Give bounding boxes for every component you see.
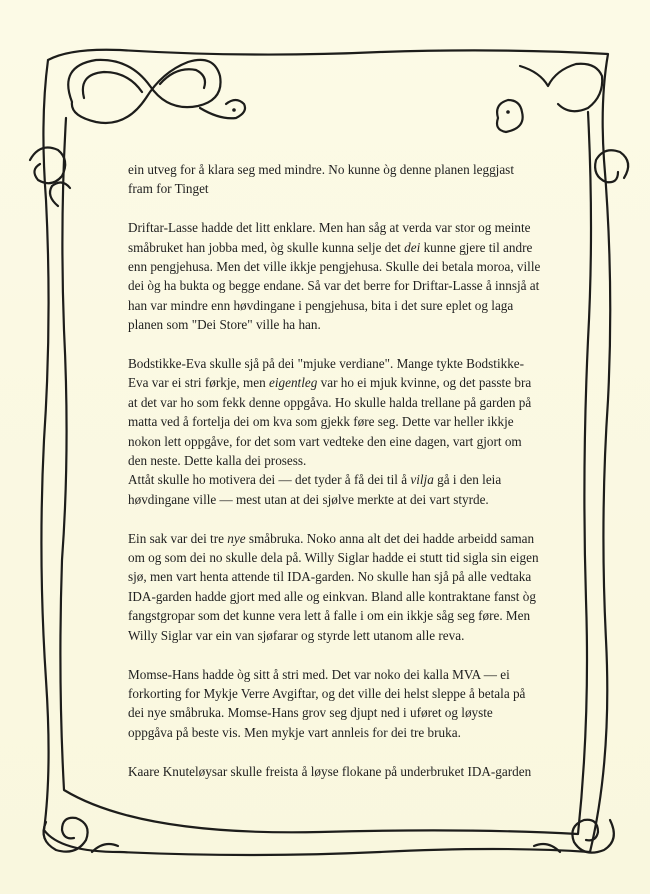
italic-word: vilja (410, 472, 434, 488)
text-run: småbruka. Noko anna alt det dei hadde arbeidd saman (245, 530, 535, 546)
text-line (128, 451, 528, 470)
text-run: ein utveg for å klara seg med mindre. No kunne òg denne planen leggjast (128, 162, 514, 177)
text-line (128, 238, 533, 257)
text-run: Willy Siglar var ein van sjøfarar og styrde lett utanom alle reva. (128, 627, 465, 643)
text-line (128, 762, 532, 781)
text-run: Ein sak var dei tre (128, 530, 228, 546)
text-line (128, 276, 540, 295)
text-line (128, 567, 532, 586)
text-run: Bodstikke-Eva skulle sjå på dei "mjuke verdiane". Mange tykte Bodstikke- (128, 356, 525, 372)
text-run: Eva var ei stri førkje, men (128, 375, 269, 391)
text-run: nokon lett oppgåve, for det som vart vedteke den eine dagen, vart gjort om (128, 433, 522, 449)
text-run: matta ved å fortelja dei om kva som gjekk føre seg. Dette var heller ikkje (128, 414, 514, 430)
text-line (128, 354, 528, 373)
text-line (128, 529, 535, 548)
text-run: oppgåva på beste vis. Men mykje vart annleis for dei tre bruka. (128, 724, 461, 740)
paragraph (128, 762, 532, 781)
text-run: Driftar-Lasse hadde det litt enklare. Men han såg at verda var stor og meinte (128, 220, 531, 236)
text-run: om og som dei no skulle dela på. Willy Siglar hadde ei stutt tid sigla sin eigen (128, 550, 539, 566)
text-line (128, 218, 531, 237)
paragraph (128, 354, 532, 470)
text-line (128, 548, 539, 567)
text-run: småbruket han jobba med, òg skulle kunna selje det (128, 239, 405, 255)
document-body (128, 160, 541, 800)
text-run: han var mindre enn høvdingane i pengjehusa, bita i det sure eplet og laga (128, 297, 514, 313)
text-line (128, 393, 532, 412)
text-run: sjø, men vart henta attende til IDA-garden. No skulle han sjå på alle vedtaka (128, 569, 532, 585)
paragraph (128, 470, 528, 509)
text-run: kunne gjere til andre (420, 239, 533, 255)
text-run: Kaare Knuteløysar skulle freista å løyse flokane på underbruket IDA-garden (128, 763, 532, 779)
text-run: fangstgropar som det kunne vera lett å falle i om ein ikkje såg seg føre. Men (128, 608, 531, 624)
text-line (128, 703, 528, 722)
paragraph (128, 665, 528, 743)
text-run: høvdingane ville — mest utan at dei sjølve merkte at dei vart styrde. (128, 491, 489, 507)
text-run: dei òg ha bukta og begge endane. Så var det berre for Driftar-Lasse å innsjå at (128, 278, 540, 294)
italic-word: dei (404, 239, 421, 255)
text-run: var ho ei mjuk kvinne, og det passte bra (317, 375, 532, 391)
text-line (128, 179, 528, 198)
text-line (128, 296, 528, 315)
text-line (128, 412, 528, 431)
text-line (128, 490, 528, 509)
paragraph (128, 529, 539, 645)
text-line (128, 606, 531, 625)
text-line (128, 587, 536, 606)
text-run: fram for Tinget (128, 181, 209, 197)
text-line (128, 257, 541, 276)
text-line (128, 315, 528, 334)
text-line (128, 665, 528, 684)
italic-word: nye (227, 530, 246, 546)
text-line (128, 684, 528, 703)
paragraph (128, 218, 541, 334)
text-run: Attåt skulle ho motivera dei — det tyder å få dei til å (128, 472, 411, 488)
text-run: Momse-Hans hadde òg sitt å stri med. Det var noko dei kalla MVA — ei (128, 666, 510, 682)
text-line (128, 470, 528, 489)
text-run: den neste. Dette kalla dei prosess. (128, 453, 307, 469)
text-line (128, 723, 528, 742)
text-run: at det var ho som fekk denne oppgåva. Ho skulle halda trellane på garden på (128, 394, 532, 410)
text-run: IDA-garden hadde gjort med alle og einkvan. Bland alle kontraktane fanst òg (128, 588, 536, 604)
italic-word: eigentleg (268, 375, 318, 391)
text-run: enn pengjehusa. Men det ville ikkje pengjehusa. Skulle dei betala moroa, ville (128, 259, 541, 275)
text-line (128, 373, 532, 392)
text-line (128, 626, 528, 645)
text-run: planen som "Dei Store" ville ha han. (128, 317, 321, 333)
text-run: dei nye småbruka. Momse-Hans grov seg djupt ned i uføret og løyste (128, 705, 493, 721)
text-run: forkorting for Mykje Verre Avgiftar, og det ville dei helst sleppe å betala på (128, 685, 526, 701)
text-line (128, 432, 528, 451)
text-line (128, 160, 528, 179)
paragraph (128, 160, 528, 199)
text-run: gå i den leia (433, 472, 502, 488)
